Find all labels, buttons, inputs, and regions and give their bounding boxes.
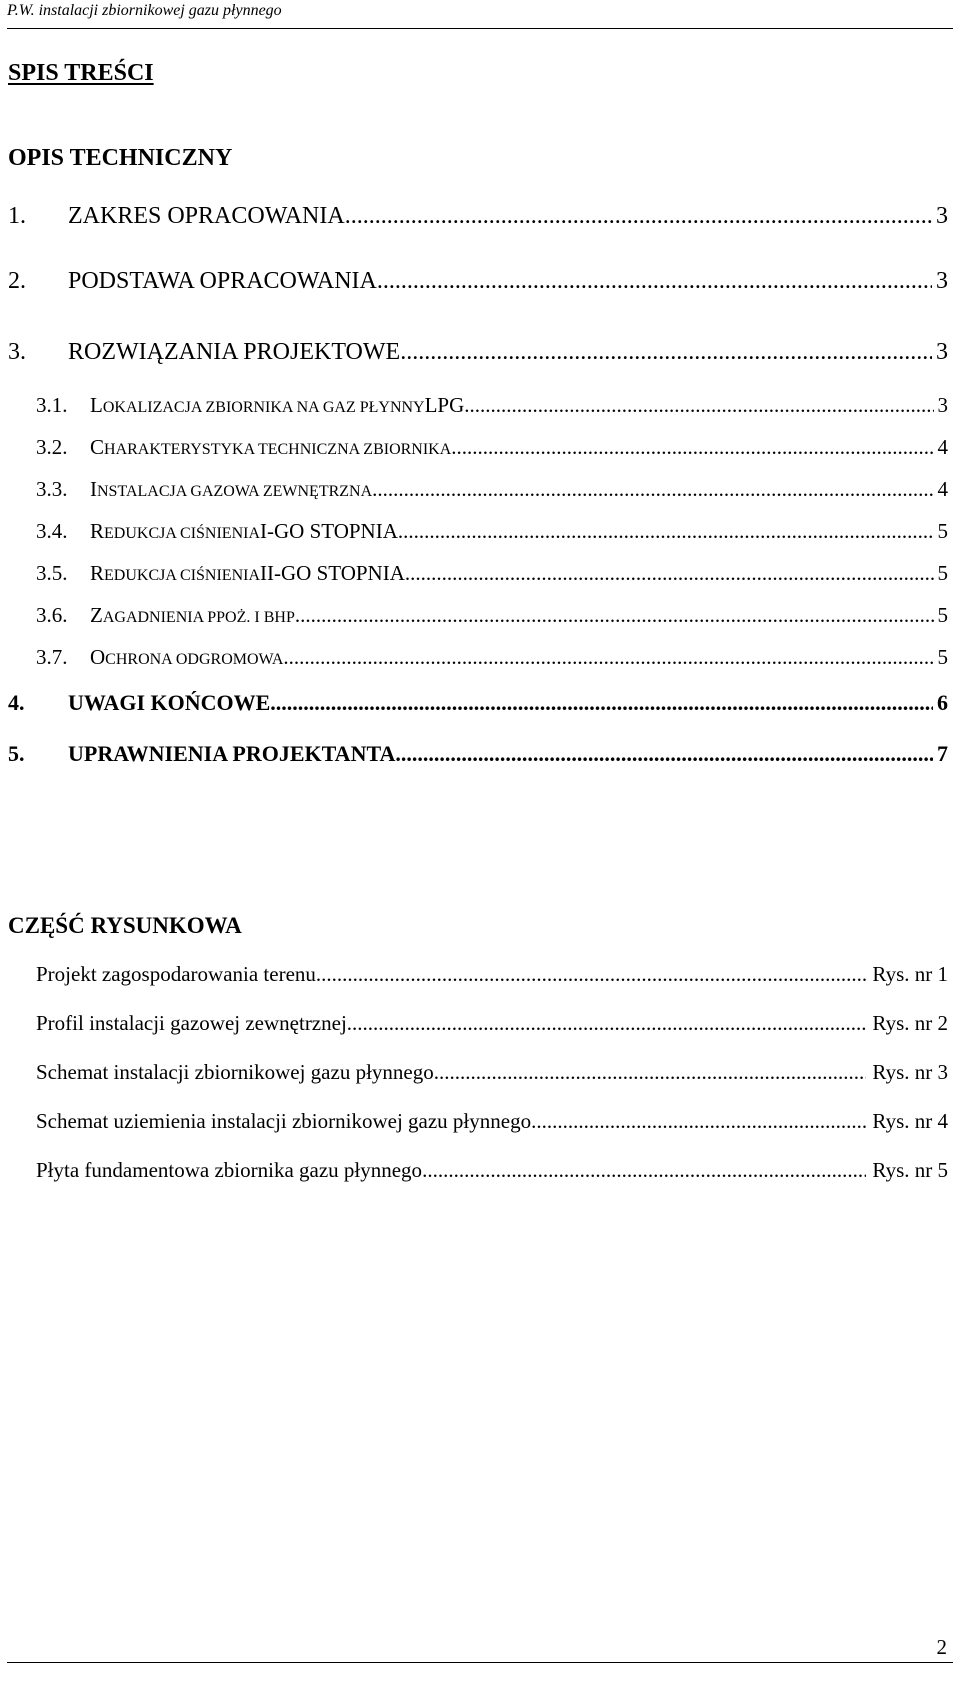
- toc-entry-initial: I: [90, 477, 97, 501]
- drawing-label: Schemat uziemienia instalacji zbiornikowej gazu płynnego: [36, 1109, 532, 1133]
- toc-entry-number: 3.: [8, 339, 26, 365]
- toc-entry-page: 6: [937, 690, 948, 715]
- toc-entry-page: 5: [937, 603, 948, 627]
- toc-entry-3-1[interactable]: [36, 393, 948, 418]
- drawing-ref: Rys. nr 3: [872, 1060, 948, 1084]
- toc-entry-page: 5: [937, 519, 948, 543]
- dot-leader: [434, 1060, 867, 1085]
- toc-entry-page: 7: [937, 741, 948, 766]
- dot-leader: [531, 1109, 866, 1134]
- toc-entry-initial: C: [90, 435, 105, 459]
- drawing-label: Schemat instalacji zbiornikowej gazu płynnego: [36, 1060, 434, 1084]
- toc-entry-label: UPRAWNIENIA PROJEKTANTA: [68, 741, 396, 766]
- toc-entry-label: EDUKCJA CIŚNIENIA: [104, 525, 261, 542]
- toc-entry-label: PODSTAWA OPRACOWANIA: [68, 268, 377, 294]
- drawing-label: Płyta fundamentowa zbiornika gazu płynnego: [36, 1158, 423, 1182]
- footer-rule: [7, 1662, 953, 1663]
- toc-entry-3-6[interactable]: [36, 603, 948, 628]
- dot-leader: [270, 690, 933, 716]
- toc-entry-label: HARAKTERYSTYKA TECHNICZNA ZBIORNIKA: [104, 441, 452, 458]
- toc-entry-label: ROZWIĄZANIA PROJEKTOWE: [68, 339, 401, 365]
- toc-entry-3-5[interactable]: [36, 561, 948, 586]
- toc-entry-page: 4: [937, 477, 948, 501]
- toc-entry-number: 2.: [8, 268, 26, 294]
- toc-entry-number: 3.7.: [36, 645, 68, 669]
- drawing-entry-3[interactable]: [36, 1060, 948, 1085]
- toc-entry-label: ZAKRES OPRACOWANIA: [68, 203, 345, 229]
- dot-leader: [316, 962, 867, 987]
- page-number: 2: [936, 1635, 947, 1659]
- toc-entry-label: UWAGI KOŃCOWE: [68, 690, 271, 715]
- drawing-entry-1[interactable]: [36, 962, 948, 987]
- toc-entry-label: AGADNIENIA PPOŻ. I BHP: [102, 609, 295, 626]
- dot-leader: [377, 268, 932, 295]
- dot-leader: [464, 393, 933, 418]
- drawing-ref: Rys. nr 5: [872, 1158, 948, 1182]
- drawing-entry-4[interactable]: [36, 1109, 948, 1134]
- toc-entry-page: 3: [937, 393, 948, 417]
- dot-leader: [295, 603, 934, 628]
- toc-entry-3-2[interactable]: [36, 435, 948, 460]
- toc-title: SPIS TREŚCI: [8, 60, 154, 86]
- drawing-ref: Rys. nr 2: [872, 1011, 948, 1035]
- toc-entry-number: 1.: [8, 203, 26, 229]
- dot-leader: [395, 741, 933, 767]
- dot-leader: [422, 1158, 866, 1183]
- toc-entry-page: 3: [936, 203, 948, 229]
- toc-entry-2[interactable]: [8, 268, 948, 295]
- toc-entry-3[interactable]: [8, 339, 948, 366]
- toc-entry-initial: R: [90, 519, 105, 543]
- toc-entry-page: 4: [937, 435, 948, 459]
- toc-entry-number: 3.1.: [36, 393, 68, 417]
- toc-entry-label-tail: LPG: [424, 393, 465, 417]
- toc-entry-1[interactable]: [8, 203, 948, 230]
- dot-leader: [283, 645, 933, 670]
- dot-leader: [372, 477, 933, 502]
- toc-entry-5[interactable]: [8, 741, 948, 767]
- toc-entry-number: 3.2.: [36, 435, 68, 459]
- section-technical-heading: OPIS TECHNICZNY: [8, 145, 233, 171]
- toc-entry-3-3[interactable]: [36, 477, 948, 502]
- toc-entry-page: 3: [936, 339, 948, 365]
- dot-leader: [347, 1011, 867, 1036]
- dot-leader: [405, 561, 934, 586]
- drawing-label: Projekt zagospodarowania terenu: [36, 962, 316, 986]
- toc-entry-number: 3.4.: [36, 519, 68, 543]
- dot-leader: [345, 203, 932, 230]
- toc-entry-initial: Z: [90, 603, 103, 627]
- toc-entry-3-4[interactable]: [36, 519, 948, 544]
- dot-leader: [400, 339, 932, 366]
- toc-entry-number: 3.6.: [36, 603, 68, 627]
- running-title: P.W. instalacji zbiornikowej gazu płynnego: [7, 2, 282, 19]
- toc-entry-label: OKALIZACJA ZBIORNIKA NA GAZ PŁYNNY: [102, 399, 425, 416]
- toc-entry-initial: R: [90, 561, 105, 585]
- toc-entry-4[interactable]: [8, 690, 948, 716]
- toc-entry-initial: O: [90, 645, 106, 669]
- drawing-entry-2[interactable]: [36, 1011, 948, 1036]
- dot-leader: [398, 519, 934, 544]
- toc-entry-page: 5: [937, 561, 948, 585]
- drawing-label: Profil instalacji gazowej zewnętrznej: [36, 1011, 347, 1035]
- drawing-ref: Rys. nr 4: [872, 1109, 948, 1133]
- toc-entry-3-7[interactable]: [36, 645, 948, 670]
- drawing-entry-5[interactable]: [36, 1158, 948, 1183]
- toc-entry-number: 3.5.: [36, 561, 68, 585]
- toc-entry-label: CHRONA ODGROMOWA: [105, 651, 284, 668]
- running-header: [7, 0, 953, 29]
- toc-entry-number: 5.: [8, 741, 25, 766]
- toc-entry-label: NSTALACJA GAZOWA ZEWNĘTRZNA: [97, 483, 373, 500]
- toc-entry-label-tail: I-GO STOPNIA: [260, 519, 398, 543]
- section-drawings-heading: CZĘŚĆ RYSUNKOWA: [8, 913, 242, 938]
- toc-entry-label: EDUKCJA CIŚNIENIA: [104, 567, 261, 584]
- toc-entry-label-tail: II-GO STOPNIA: [260, 561, 405, 585]
- toc-entry-number: 4.: [8, 690, 25, 715]
- drawing-ref: Rys. nr 1: [872, 962, 948, 986]
- toc-entry-page: 5: [937, 645, 948, 669]
- toc-entry-page: 3: [936, 268, 948, 294]
- toc-entry-initial: L: [90, 393, 103, 417]
- toc-entry-number: 3.3.: [36, 477, 68, 501]
- dot-leader: [451, 435, 933, 460]
